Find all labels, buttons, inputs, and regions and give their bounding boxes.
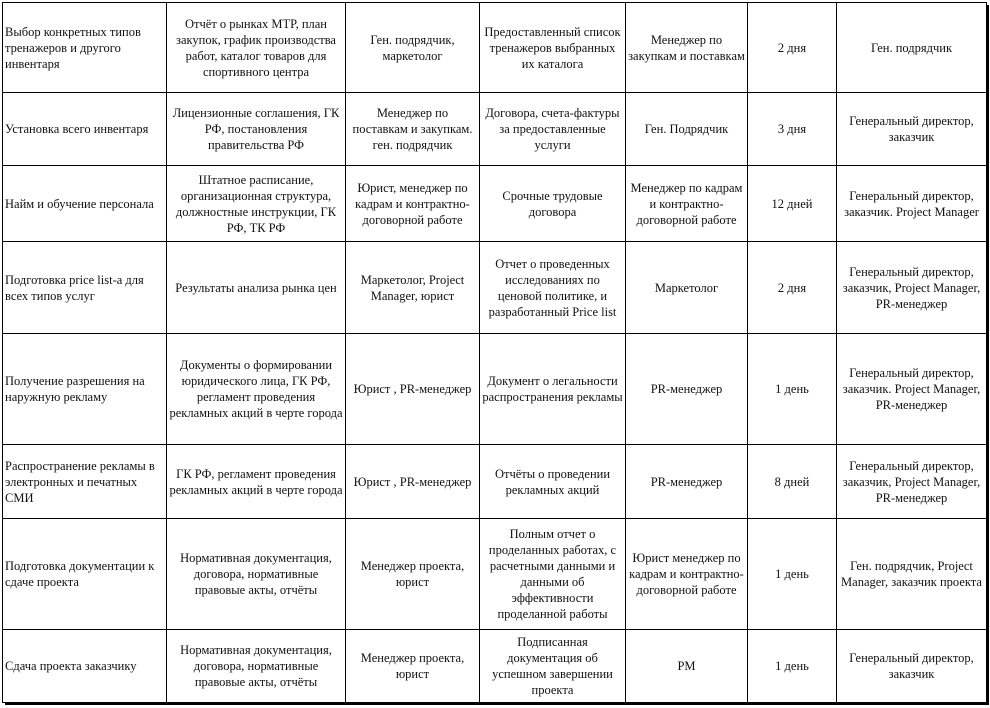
table-row <box>3 519 987 630</box>
responsible-cell: Менеджер по закупкам и поставкам <box>626 3 748 93</box>
participants-cell: Юрист , PR-менеджер <box>346 334 480 445</box>
duration-cell: 1 день <box>748 519 837 630</box>
approver-cell: Генеральный директор, заказчик <box>837 93 987 166</box>
table-row <box>3 445 987 519</box>
responsible-cell: Маркетолог <box>626 242 748 334</box>
outputs-cell: Договора, счета-фактуры за предоставленные услуги <box>480 93 626 166</box>
participants-cell: Менеджер по поставкам и закупкам. ген. подрядчик <box>346 93 480 166</box>
duration-cell: 1 день <box>748 630 837 703</box>
inputs-cell: Отчёт о рынках МТР, план закупок, график производства работ, каталог товаров для спортивного центра <box>167 3 346 93</box>
stage-cell: Выбор конкретных типов тренажеров и другого инвентаря <box>3 3 167 93</box>
inputs-cell: Штатное расписание, организационная структура, должностные инструкции, ГК РФ, ТК РФ <box>167 166 346 242</box>
stage-cell: Подготовка документации к сдаче проекта <box>3 519 167 630</box>
stage-cell: Найм и обучение персонала <box>3 166 167 242</box>
responsible-cell: PR-менеджер <box>626 445 748 519</box>
approver-cell: Генеральный директор, заказчик. Project Manager, PR-менеджер <box>837 334 987 445</box>
participants-cell: Юрист, менеджер по кадрам и контрактно-договорной работе <box>346 166 480 242</box>
outputs-cell: Документ о легальности распространения рекламы <box>480 334 626 445</box>
stage-cell: Распространение рекламы в электронных и печатных СМИ <box>3 445 167 519</box>
responsible-cell: PR-менеджер <box>626 334 748 445</box>
stage-cell: Сдача проекта заказчику <box>3 630 167 703</box>
duration-cell: 1 день <box>748 334 837 445</box>
approver-cell: Генеральный директор, заказчик, Project Manager, PR-менеджер <box>837 242 987 334</box>
outputs-cell: Срочные трудовые договора <box>480 166 626 242</box>
table-row <box>3 3 987 93</box>
inputs-cell: Лицензионные соглашения, ГК РФ, постановления правительства РФ <box>167 93 346 166</box>
document-frame <box>2 2 986 702</box>
responsible-cell: Менеджер по кадрам и контрактно-договорной работе <box>626 166 748 242</box>
outputs-cell: Отчёты о проведении рекламных акций <box>480 445 626 519</box>
participants-cell: Юрист , PR-менеджер <box>346 445 480 519</box>
responsible-cell: Ген. Подрядчик <box>626 93 748 166</box>
outputs-cell: Полным отчет о проделанных работах, с расчетными данными и данными об эффективности проделанной работы <box>480 519 626 630</box>
table-row <box>3 334 987 445</box>
approver-cell: Ген. подрядчик <box>837 3 987 93</box>
table-row <box>3 630 987 703</box>
table-row <box>3 166 987 242</box>
approver-cell: Генеральный директор, заказчик <box>837 630 987 703</box>
inputs-cell: Нормативная документация, договора, нормативные правовые акты, отчёты <box>167 519 346 630</box>
participants-cell: Менеджер проекта, юрист <box>346 519 480 630</box>
stage-cell: Получение разрешения на наружную рекламу <box>3 334 167 445</box>
stage-cell: Подготовка price list-а для всех типов услуг <box>3 242 167 334</box>
table-row <box>3 242 987 334</box>
duration-cell: 2 дня <box>748 242 837 334</box>
duration-cell: 12 дней <box>748 166 837 242</box>
responsible-cell: PM <box>626 630 748 703</box>
participants-cell: Ген. подрядчик, маркетолог <box>346 3 480 93</box>
approver-cell: Ген. подрядчик, Project Manager, заказчик проекта <box>837 519 987 630</box>
inputs-cell: Нормативная документация, договора, нормативные правовые акты, отчёты <box>167 630 346 703</box>
outputs-cell: Предоставленный список тренажеров выбранных их каталога <box>480 3 626 93</box>
inputs-cell: ГК РФ, регламент проведения рекламных акций в черте города <box>167 445 346 519</box>
inputs-cell: Документы о формировании юридического лица, ГК РФ, регламент проведения рекламных акций в черте города <box>167 334 346 445</box>
duration-cell: 3 дня <box>748 93 837 166</box>
approver-cell: Генеральный директор, заказчик. Project Manager <box>837 166 987 242</box>
inputs-cell: Результаты анализа рынка цен <box>167 242 346 334</box>
approver-cell: Генеральный директор, заказчик, Project Manager, PR-менеджер <box>837 445 987 519</box>
outputs-cell: Отчет о проведенных исследованиях по ценовой политике, и разработанный Price list <box>480 242 626 334</box>
project-stages-table <box>2 2 987 703</box>
stage-cell: Установка всего инвентаря <box>3 93 167 166</box>
table-row <box>3 93 987 166</box>
responsible-cell: Юрист менеджер по кадрам и контрактно-договорной работе <box>626 519 748 630</box>
duration-cell: 2 дня <box>748 3 837 93</box>
duration-cell: 8 дней <box>748 445 837 519</box>
participants-cell: Маркетолог, Project Manager, юрист <box>346 242 480 334</box>
participants-cell: Менеджер проекта, юрист <box>346 630 480 703</box>
outputs-cell: Подписанная документация об успешном завершении проекта <box>480 630 626 703</box>
